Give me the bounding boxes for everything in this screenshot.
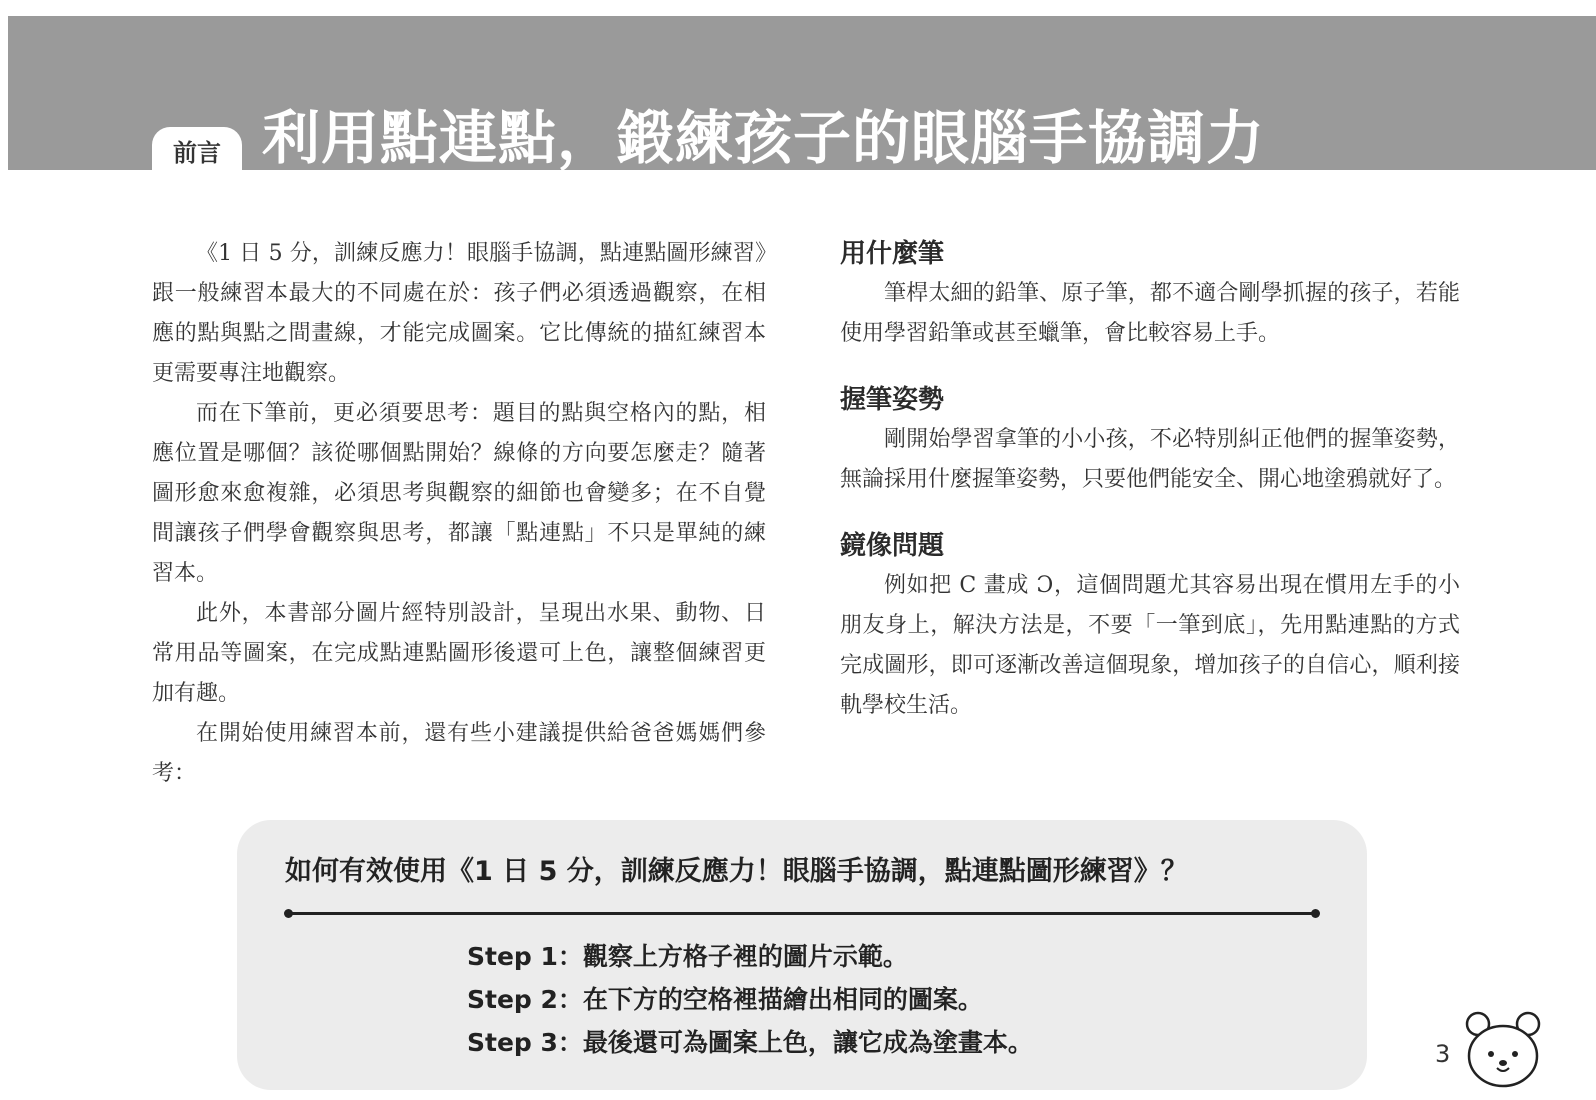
intro-paragraph-2: 而在下筆前，更必須要思考：題目的點與空格內的點，相應位置是哪個？該從哪個點開始？線條的方向要怎麼走？隨著圖形愈來愈複雜，必須思考與觀察的細節也會變多；在不自覺間讓孩子們學會觀察與思考，都讓「點連點」不只是單純的練習本。	[152, 401, 766, 586]
usage-tips-box	[237, 820, 1367, 1090]
page-title: 利用點連點，鍛練孩子的眼腦手協調力	[262, 104, 1266, 172]
intro-paragraph-3: 此外，本書部分圖片經特別設計，呈現出水果、動物、日常用品等圖案，在完成點連點圖形後還可上色，讓整個練習更加有趣。	[152, 601, 766, 706]
bear-face-icon	[1464, 1008, 1542, 1088]
step-2: Step 2：在下方的空格裡描繪出相同的圖案。	[467, 985, 983, 1014]
preface-tag: 前言	[152, 127, 242, 170]
step-3: Step 3：最後還可為圖案上色，讓它成為塗畫本。	[467, 1028, 1033, 1057]
section-heading-mirror: 鏡像問題	[840, 531, 945, 561]
right-column	[840, 234, 1460, 726]
section-heading-pen: 用什麼筆	[840, 239, 945, 269]
section-heading-grip: 握筆姿勢	[840, 385, 945, 415]
left-column	[152, 234, 766, 794]
steps-list	[467, 935, 1033, 1064]
intro-paragraph-1: 《1 日 5 分，訓練反應力！眼腦手協調，點連點圖形練習》跟一般練習本最大的不同處在於：孩子們必須透過觀察，在相應的點與點之間畫線，才能完成圖案。它比傳統的描紅練習本更需要專注地觀察。	[152, 241, 766, 386]
step-1: Step 1：觀察上方格子裡的圖片示範。	[467, 942, 908, 971]
section-body-pen: 筆桿太細的鉛筆、原子筆，都不適合剛學抓握的孩子，若能使用學習鉛筆或甚至蠟筆，會比較容易上手。	[840, 281, 1460, 346]
section-body-grip: 剛開始學習拿筆的小小孩，不必特別糾正他們的握筆姿勢，無論採用什麼握筆姿勢，只要他們能安全、開心地塗鴉就好了。	[840, 427, 1460, 492]
section-body-mirror: 例如把 C 畫成 Ɔ，這個問題尤其容易出現在慣用左手的小朋友身上，解決方法是，不要「一筆到底」，先用點連點的方式完成圖形，即可逐漸改善這個現象，增加孩子的自信心，順利接軌學校生活。	[840, 573, 1460, 718]
intro-paragraph-4: 在開始使用練習本前，還有些小建議提供給爸爸媽媽們參考：	[152, 721, 766, 786]
tips-title: 如何有效使用《1 日 5 分，訓練反應力！眼腦手協調，點連點圖形練習》？	[285, 856, 1188, 887]
page-number: 3	[1435, 1040, 1451, 1068]
tips-divider	[287, 912, 1317, 915]
